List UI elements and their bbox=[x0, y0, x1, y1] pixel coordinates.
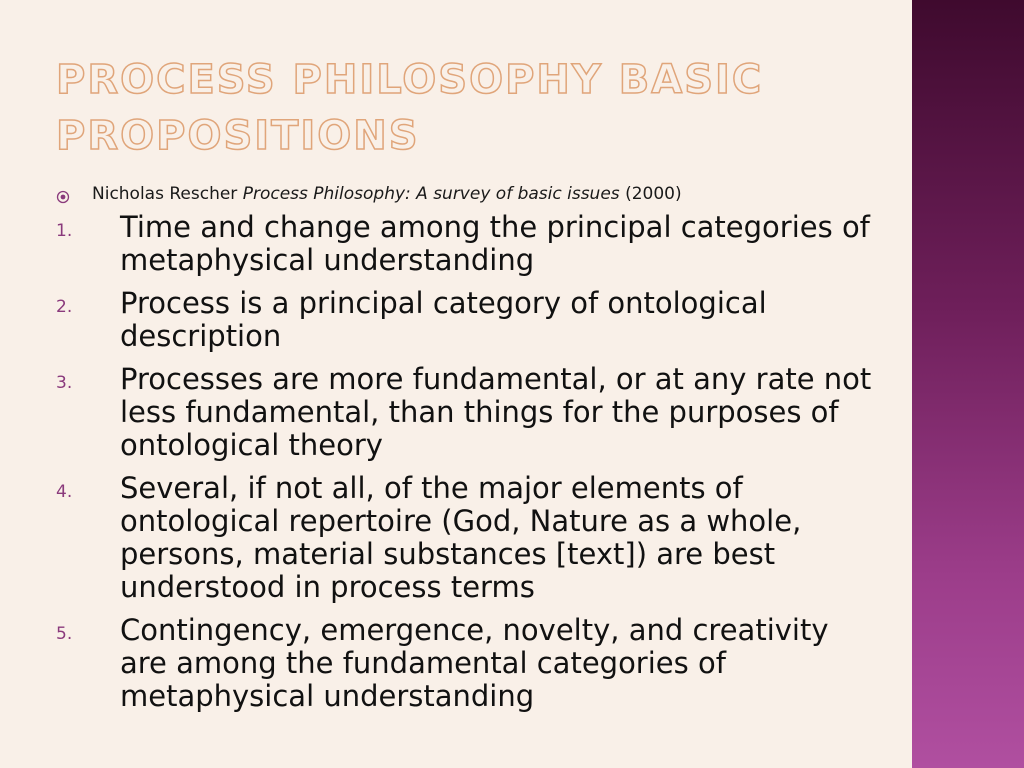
list-item-number: 1. bbox=[56, 221, 73, 241]
list-item-text: Processes are more fundamental, or at any rate not less fundamental, than things for the purposes of ontological theory bbox=[120, 362, 872, 462]
list-item-number: 2. bbox=[56, 297, 73, 317]
list-item bbox=[56, 211, 876, 277]
propositions-list bbox=[56, 211, 876, 723]
citation bbox=[56, 182, 896, 206]
slide-title bbox=[56, 52, 856, 164]
list-item-text: Contingency, emergence, novelty, and creativity are among the fundamental categories of metaphysical understanding bbox=[120, 613, 829, 713]
list-item bbox=[56, 472, 876, 604]
list-item-text: Several, if not all, of the major elements of ontological repertoire (God, Nature as a whole, persons, material substances [text]) are best understood in process terms bbox=[120, 471, 802, 604]
list-item-text: Process is a principal category of ontological description bbox=[120, 286, 767, 353]
list-item-text: Time and change among the principal categories of metaphysical understanding bbox=[120, 210, 870, 277]
list-item bbox=[56, 363, 876, 462]
slide-title-line-2: PROPOSITIONS bbox=[56, 113, 420, 159]
citation-author: Nicholas Rescher bbox=[92, 184, 238, 204]
list-item-number: 5. bbox=[56, 624, 73, 644]
list-item-number: 3. bbox=[56, 373, 73, 393]
list-item-number: 4. bbox=[56, 482, 73, 502]
list-item bbox=[56, 614, 876, 713]
slide-title-line-1: PROCESS PHILOSOPHY BASIC bbox=[56, 57, 764, 103]
list-item bbox=[56, 287, 876, 353]
decorative-side-band bbox=[912, 0, 1024, 768]
citation-book-title: Process Philosophy: A survey of basic issues bbox=[242, 184, 620, 204]
circled-dot-icon bbox=[56, 187, 70, 201]
citation-year: (2000) bbox=[625, 184, 682, 204]
